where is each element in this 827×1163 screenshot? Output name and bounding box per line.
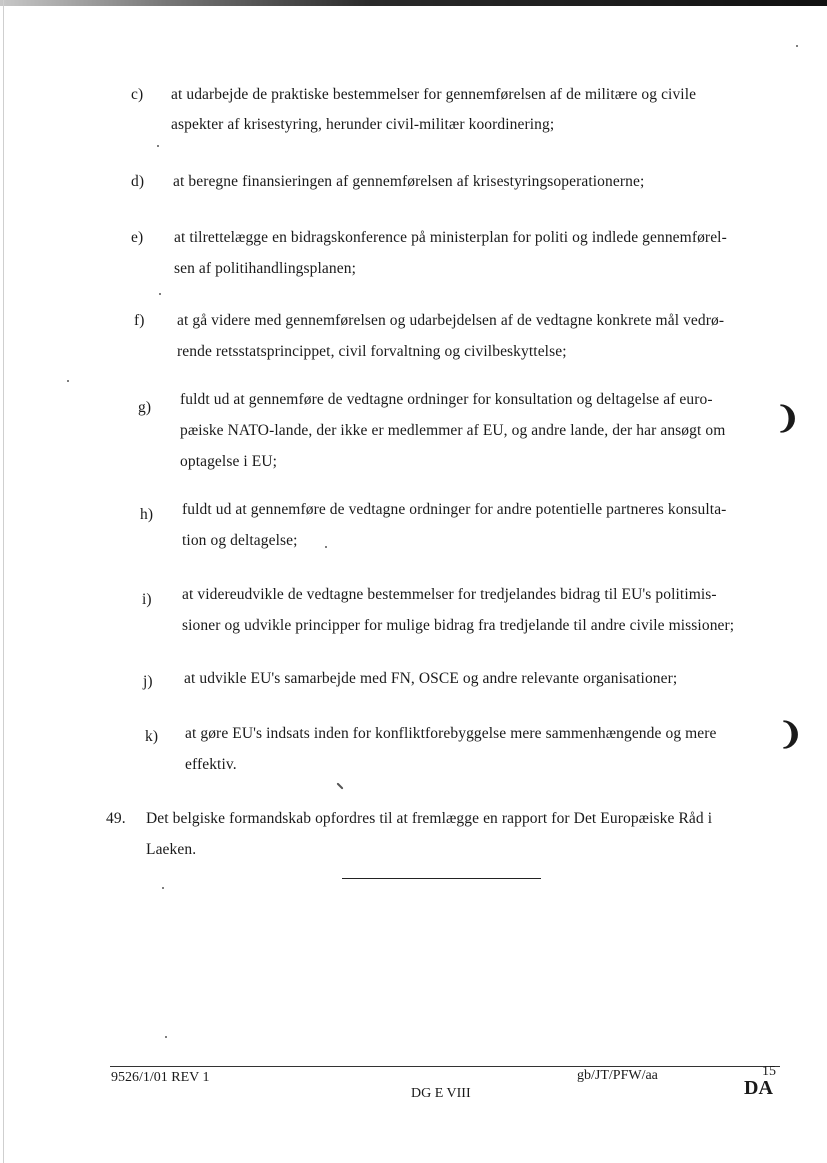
doc-reference: 9526/1/01 REV 1 xyxy=(111,1070,210,1085)
item-text-line2: tion og deltagelse; xyxy=(182,532,298,549)
item-marker: g) xyxy=(138,399,152,416)
scan-speck xyxy=(336,782,343,789)
binder-hole-mark: ❩ xyxy=(775,402,801,435)
scan-speck xyxy=(796,45,798,47)
footer-rule xyxy=(110,1066,780,1067)
scan-left-edge xyxy=(3,0,4,1163)
scan-speck xyxy=(159,293,161,295)
item-marker: f) xyxy=(134,312,145,329)
paragraph-text-line2: Laeken. xyxy=(146,841,197,858)
item-text-line1: at udarbejde de praktiske bestemmelser for gennemførelsen af de militære og civile xyxy=(171,86,697,103)
scan-speck xyxy=(157,145,159,147)
item-text-line2: sioner og udvikle principper for mulige bidrag fra tredjelande til andre civile missioner; xyxy=(182,617,735,634)
scan-speck xyxy=(162,887,164,889)
author-initials: gb/JT/PFW/aa xyxy=(577,1068,658,1083)
item-marker: i) xyxy=(142,591,152,608)
item-text-line2: effektiv. xyxy=(185,756,237,773)
item-marker: e) xyxy=(131,229,144,246)
item-text-line1: at gå videre med gennemførelsen og udarbejdelsen af de vedtagne konkrete mål vedrø- xyxy=(177,312,725,329)
item-marker: j) xyxy=(143,673,153,690)
page-number: 15 xyxy=(762,1064,776,1079)
item-text-line1: at gøre EU's indsats inden for konfliktforebyggelse mere sammenhængende og mere xyxy=(185,725,717,742)
scan-speck xyxy=(165,1036,167,1038)
item-text-line1: fuldt ud at gennemføre de vedtagne ordninger for andre potentielle partneres konsulta- xyxy=(182,501,727,518)
scan-speck xyxy=(67,380,69,382)
dg-label: DG E VIII xyxy=(411,1086,471,1101)
item-text-line1: at udvikle EU's samarbejde med FN, OSCE og andre relevante organisationer; xyxy=(184,670,678,687)
item-marker: k) xyxy=(145,728,159,745)
item-text-line2: rende retsstatsprincippet, civil forvaltning og civilbeskyttelse; xyxy=(177,343,567,360)
item-text-line1: at videreudvikle de vedtagne bestemmelser for tredjelandes bidrag til EU's politimis- xyxy=(182,586,717,603)
end-separator xyxy=(342,878,541,879)
item-text-line1: fuldt ud at gennemføre de vedtagne ordninger for konsultation og deltagelse af euro- xyxy=(180,391,713,408)
item-text-line2: pæiske NATO-lande, der ikke er medlemmer af EU, og andre lande, der har ansøgt om xyxy=(180,422,726,439)
item-marker: c) xyxy=(131,86,144,103)
item-text-line2: aspekter af krisestyring, herunder civil-militær koordinering; xyxy=(171,116,555,133)
item-text-line1: at beregne finansieringen af gennemførelsen af krisestyringsoperationerne; xyxy=(173,173,645,190)
binder-hole-mark: ❩ xyxy=(778,718,804,751)
scan-top-edge xyxy=(0,0,827,6)
paragraph-text-line1: Det belgiske formandskab opfordres til at fremlægge en rapport for Det Europæiske Råd i xyxy=(146,810,713,827)
item-marker: d) xyxy=(131,173,145,190)
item-marker: h) xyxy=(140,506,154,523)
item-text-line3: optagelse i EU; xyxy=(180,453,278,470)
language-code: DA xyxy=(744,1077,773,1099)
item-text-line2: sen af politihandlingsplanen; xyxy=(174,260,356,277)
item-text-line1: at tilrettelægge en bidragskonference på ministerplan for politi og indlede gennemførel- xyxy=(174,229,727,246)
paragraph-number: 49. xyxy=(106,810,126,827)
scan-speck xyxy=(325,546,327,548)
